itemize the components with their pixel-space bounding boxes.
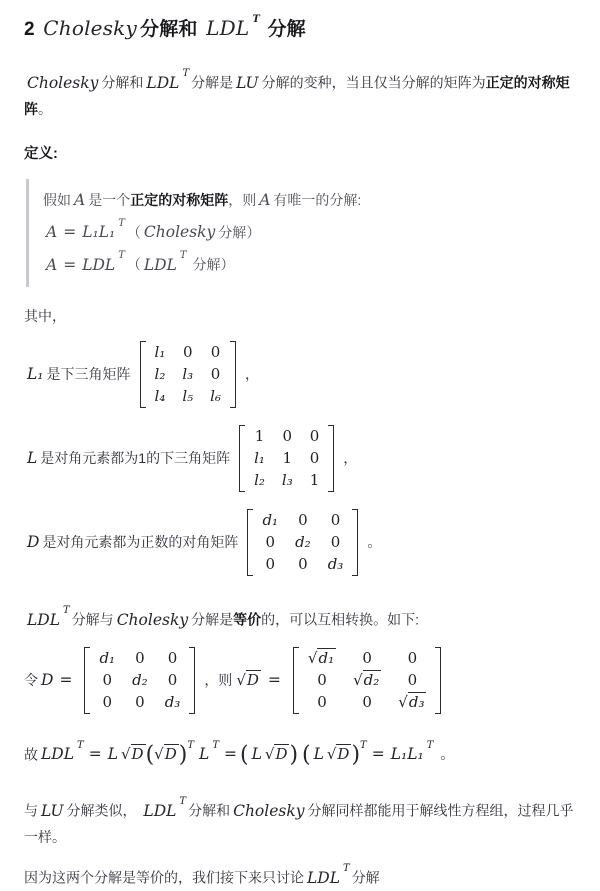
math-ldl: LDL bbox=[146, 73, 180, 92]
math-ldl: LDL bbox=[41, 745, 75, 764]
matrix-cell: 1 bbox=[254, 426, 265, 445]
matrix-cell: 0 bbox=[282, 426, 293, 445]
math-ldl: LDL bbox=[143, 801, 177, 820]
matrix-cell: 0 bbox=[135, 692, 145, 711]
matrix-d bbox=[84, 647, 195, 714]
matrix-cell: d₃ bbox=[327, 554, 344, 573]
superscript-t: T bbox=[77, 739, 84, 751]
quote-decomp-label: 分解 bbox=[192, 256, 221, 273]
matrix-row-d-text: 是对角元素都为正数的对角矩阵 bbox=[42, 534, 239, 551]
math-a: A bbox=[46, 255, 58, 274]
matrix-bracket-right bbox=[435, 647, 441, 714]
equals-sign: = bbox=[63, 223, 77, 242]
matrix-cell: 0 bbox=[362, 692, 372, 711]
matrix-cell: d₃ bbox=[164, 692, 181, 711]
matrix-cell: d₂ bbox=[132, 670, 148, 689]
cutoff-paragraph bbox=[24, 862, 578, 891]
matrix-cell: 0 bbox=[309, 426, 320, 445]
paren-close: ） bbox=[246, 224, 261, 241]
quote-text-4: 有唯一的分解: bbox=[273, 191, 362, 208]
sqrt-d-expression bbox=[154, 746, 179, 762]
quote-line-3 bbox=[43, 247, 578, 280]
quote-line-2 bbox=[43, 215, 578, 248]
matrix-cell: 0 bbox=[298, 510, 308, 529]
math-l1l1: L₁L₁ bbox=[390, 745, 424, 764]
paren-open: ( bbox=[240, 742, 249, 768]
math-a: A bbox=[259, 190, 271, 209]
math-cholesky: Cholesky bbox=[27, 73, 99, 92]
radical-sign: √ bbox=[353, 670, 363, 689]
radicand-d: D bbox=[131, 745, 144, 764]
intro-text-3: 分解的变种，当且仅当分解的矩阵为 bbox=[261, 74, 486, 91]
radicand-d2: d₂ bbox=[363, 670, 380, 689]
matrix-cell: l₆ bbox=[210, 386, 221, 405]
matrix-cell: d₂ bbox=[295, 532, 311, 551]
equals-sign: = bbox=[59, 671, 73, 690]
matrix-cell: 0 bbox=[167, 670, 178, 689]
matrix-d bbox=[247, 509, 358, 576]
matrix-sqrt-d bbox=[293, 647, 442, 714]
trailing-comma: ， bbox=[244, 366, 259, 383]
matrix-cell: 0 bbox=[135, 648, 145, 667]
matrix-cell-sqrt bbox=[307, 648, 336, 667]
matrix-cell: 0 bbox=[102, 692, 113, 711]
matrix-cell-sqrt bbox=[353, 670, 381, 689]
matrix-cell: d₁ bbox=[262, 510, 279, 529]
radicand-d: D bbox=[164, 745, 177, 764]
math-l1: L₁ bbox=[27, 365, 44, 384]
let-text: 令 bbox=[24, 672, 38, 689]
definition-label: 定义: bbox=[24, 145, 58, 162]
math-a: A bbox=[74, 190, 86, 209]
matrix-cell: 0 bbox=[330, 532, 341, 551]
emphasis-positive-definite: 正定的对称矩阵 bbox=[130, 191, 229, 208]
quote-line-1 bbox=[43, 186, 578, 215]
radical-sign: √ bbox=[236, 671, 246, 690]
matrix-cell: 0 bbox=[298, 554, 308, 573]
radicand-d3: d₃ bbox=[408, 692, 425, 711]
matrix-cell: 1 bbox=[309, 470, 320, 489]
math-l: L bbox=[27, 449, 38, 468]
matrix-cells bbox=[146, 341, 230, 408]
matrix-row-l-text: 是对角元素都为1的下三角矩阵 bbox=[40, 450, 231, 467]
intro-text-4: 。 bbox=[38, 100, 52, 117]
matrix-cell: l₄ bbox=[154, 386, 166, 405]
intro-paragraph bbox=[24, 67, 578, 122]
matrix-cell: 0 bbox=[407, 670, 418, 689]
equals-sign: = bbox=[63, 255, 77, 274]
matrix-cell: 0 bbox=[182, 342, 193, 361]
heading-text-2: 分解 bbox=[267, 19, 306, 40]
equiv-text-1: 分解与 bbox=[71, 611, 114, 628]
math-cholesky: Cholesky bbox=[143, 223, 216, 242]
math-ldl: LDL bbox=[206, 16, 250, 40]
matrix-cell: 0 bbox=[210, 342, 221, 361]
lu-text-3: 分解和 bbox=[188, 802, 231, 819]
equals-sign: = bbox=[224, 745, 237, 764]
matrix-cell: l₁ bbox=[154, 342, 166, 361]
matrix-row-l bbox=[24, 425, 578, 492]
paren-close: ） bbox=[220, 256, 235, 273]
superscript-t: T bbox=[187, 739, 195, 751]
trailing-period: 。 bbox=[367, 534, 382, 551]
quote-text-3: ，则 bbox=[228, 191, 257, 208]
math-lu: LU bbox=[236, 73, 259, 92]
matrix-bracket-right bbox=[328, 425, 334, 492]
superscript-t: T bbox=[118, 217, 125, 229]
radicand-d1: d₁ bbox=[318, 648, 335, 667]
therefore-equation bbox=[24, 732, 578, 776]
paren-close: ) bbox=[289, 742, 299, 768]
math-l: L bbox=[313, 745, 324, 764]
matrix-cell: 0 bbox=[265, 554, 276, 573]
matrix-bracket-right bbox=[352, 509, 358, 576]
matrix-cell: 0 bbox=[102, 670, 113, 689]
matrix-l1 bbox=[140, 341, 236, 408]
matrix-cell-sqrt bbox=[398, 692, 426, 711]
cutoff-text-1: 因为这两个分解是等价的，我们接下来只讨论 bbox=[24, 869, 304, 886]
matrix-cell: 0 bbox=[407, 648, 418, 667]
matrix-cell: 1 bbox=[282, 448, 293, 467]
matrix-l bbox=[239, 425, 334, 492]
trailing-period: 。 bbox=[440, 746, 455, 763]
math-ldl: LDL bbox=[27, 610, 61, 629]
trailing-comma: ， bbox=[343, 450, 358, 467]
superscript-t: T bbox=[63, 604, 70, 616]
math-ldl: LDL bbox=[82, 255, 116, 274]
intro-text-2: 分解是 bbox=[191, 74, 234, 91]
superscript-t: T bbox=[118, 250, 125, 262]
matrix-cells bbox=[245, 425, 328, 492]
superscript-t: T bbox=[360, 739, 367, 751]
heading-number: 2 bbox=[24, 19, 35, 40]
emphasis-positive-definite: 正定的对称矩阵 bbox=[24, 74, 570, 117]
section-heading bbox=[24, 14, 578, 41]
quote-decomp-label: 分解 bbox=[218, 224, 247, 241]
paren-close: ) bbox=[351, 742, 361, 768]
radicand-d: D bbox=[275, 745, 288, 764]
radicand-d: D bbox=[246, 671, 259, 690]
therefore-text: 故 bbox=[24, 746, 38, 763]
equiv-text-3: 的，可以互相转换。如下: bbox=[261, 611, 419, 628]
matrix-cells bbox=[299, 647, 436, 714]
math-cholesky: Cholesky bbox=[116, 610, 189, 629]
sqrt-d-expression bbox=[236, 671, 261, 689]
definition-blockquote bbox=[26, 179, 578, 287]
matrix-cell: 0 bbox=[265, 532, 276, 551]
math-cholesky: Cholesky bbox=[233, 801, 305, 820]
matrix-cell: l₁ bbox=[254, 448, 265, 467]
math-lu: LU bbox=[41, 801, 64, 820]
matrix-cell: l₂ bbox=[154, 364, 166, 383]
matrix-cells bbox=[253, 509, 352, 576]
matrix-cell: 0 bbox=[317, 692, 327, 711]
paren-open: ( bbox=[145, 742, 155, 768]
superscript-t: T bbox=[179, 250, 187, 262]
intro-text-1: 分解和 bbox=[101, 74, 144, 91]
matrix-row-l1-text: 是下三角矩阵 bbox=[46, 366, 131, 383]
matrix-cell: 0 bbox=[330, 510, 341, 529]
matrix-row-l1 bbox=[24, 341, 578, 408]
lu-text-4: 分解同样都能用于解线性方程组，过程几乎一样。 bbox=[24, 802, 574, 845]
superscript-t: T bbox=[212, 739, 219, 751]
matrix-cell: 0 bbox=[210, 364, 221, 383]
equals-sign: = bbox=[267, 671, 281, 690]
math-a: A bbox=[46, 223, 58, 242]
math-d: D bbox=[27, 533, 40, 552]
superscript-t: T bbox=[182, 68, 190, 79]
matrix-bracket-right bbox=[189, 647, 195, 714]
superscript-t: T bbox=[426, 739, 434, 751]
equals-sign: = bbox=[88, 745, 102, 764]
matrix-cell: l₃ bbox=[182, 364, 194, 383]
math-cholesky: Cholesky bbox=[43, 16, 138, 40]
paren-open: （ bbox=[126, 256, 141, 273]
equivalence-paragraph bbox=[24, 604, 578, 633]
matrix-cell: 0 bbox=[317, 670, 327, 689]
matrix-bracket-right bbox=[230, 341, 236, 408]
lu-text-1: 与 bbox=[24, 802, 38, 819]
math-ldl: LDL bbox=[143, 255, 177, 274]
radical-sign: √ bbox=[398, 692, 408, 711]
sqrt-d-expression bbox=[121, 746, 146, 762]
similar-to-lu-paragraph bbox=[24, 795, 578, 850]
matrix-row-d bbox=[24, 509, 578, 576]
superscript-t: T bbox=[179, 796, 187, 808]
matrix-cell: l₃ bbox=[281, 470, 293, 489]
paren-open: ( bbox=[301, 742, 311, 768]
superscript-t: T bbox=[252, 13, 260, 25]
radical-sign: √ bbox=[307, 648, 318, 667]
matrix-cell: 0 bbox=[362, 648, 372, 667]
matrix-cell: l₂ bbox=[254, 470, 265, 489]
quote-text-1: 假如 bbox=[43, 191, 71, 208]
sqrt-d-expression bbox=[265, 746, 290, 762]
math-ldl: LDL bbox=[307, 868, 341, 887]
matrix-cell: d₁ bbox=[99, 648, 116, 667]
math-l1l1: L₁L₁ bbox=[82, 223, 116, 242]
radical-sign: √ bbox=[120, 745, 131, 764]
sqrt-d-expression bbox=[327, 746, 352, 762]
matrix-cell: 0 bbox=[309, 448, 320, 467]
matrix-cell: l₅ bbox=[182, 386, 194, 405]
equals-sign: = bbox=[371, 745, 385, 764]
lu-text-2: 分解类似， bbox=[66, 802, 137, 819]
math-l: L bbox=[199, 745, 210, 764]
radical-sign: √ bbox=[264, 745, 275, 764]
superscript-t: T bbox=[343, 862, 350, 874]
radical-sign: √ bbox=[326, 745, 337, 764]
radical-sign: √ bbox=[154, 745, 164, 764]
paren-close: ) bbox=[178, 742, 188, 768]
math-l: L bbox=[251, 745, 262, 764]
cutoff-text-2: 分解 bbox=[351, 869, 380, 886]
heading-text-1: 分解和 bbox=[140, 19, 198, 40]
math-d: D bbox=[41, 671, 54, 690]
quote-text-2: 是一个 bbox=[88, 191, 131, 208]
emphasis-equivalent: 等价 bbox=[233, 611, 262, 628]
paren-open: （ bbox=[126, 224, 141, 241]
equiv-text-2: 分解是 bbox=[191, 611, 234, 628]
matrix-cell: 0 bbox=[167, 648, 178, 667]
matrix-cells bbox=[90, 647, 189, 714]
let-d-equation bbox=[24, 647, 578, 714]
then-text: ，则 bbox=[204, 672, 233, 689]
math-l: L bbox=[107, 745, 118, 764]
radicand-d: D bbox=[337, 745, 350, 764]
among-which-text: 其中， bbox=[24, 307, 66, 324]
